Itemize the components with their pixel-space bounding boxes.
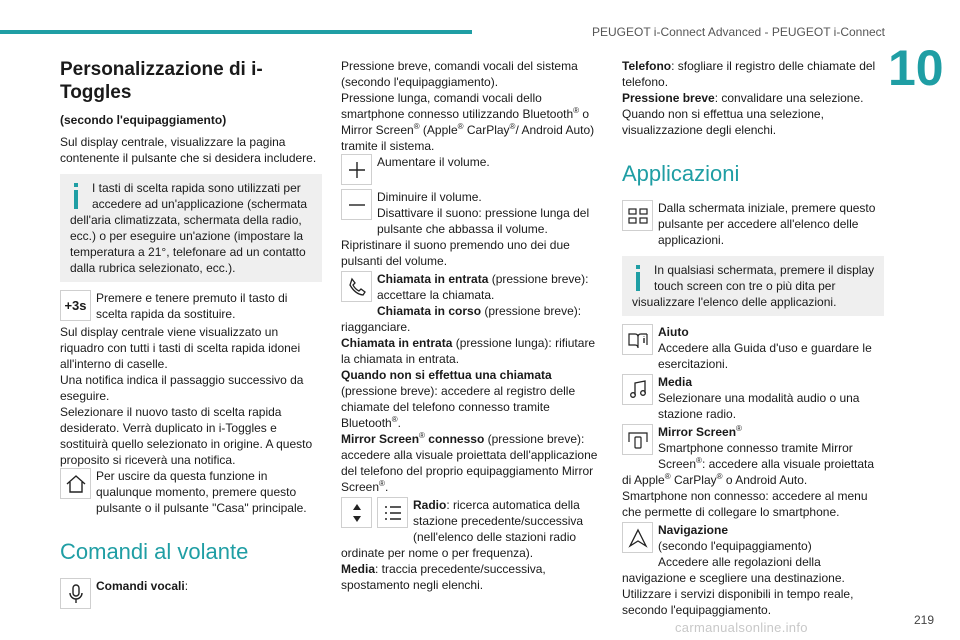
info-note-apps [622,256,884,316]
radio-block: Radio: ricerca automatica della stazione precedente/successiva (nell'elenco delle stazioni radio ordinate per nome o per frequenza). Media: traccia precedente/successiva, spostamento negli elenchi. [341,498,584,592]
info-icon [70,183,82,209]
press-block [60,290,322,322]
apps-block [622,200,884,248]
mirror-screen-icon [622,424,653,455]
paragraph-1: Sul display centrale viene visualizzato un riquadro con tutti i tasti di scelta rapida idonei all'interno di caselle. [60,325,301,371]
info-icon [632,265,644,291]
paragraph-3: Selezionare il nuovo tasto di scelta rapida desiderato. Verrà duplicato in i-Toggles e sostituirà quello selezionato in origine. A questo proposito si riceverà una notifica. [60,405,313,467]
info-note-apps-text: In qualsiasi schermata, premere il display touch screen con tre o più dita per visualizzare l'elenco delle applicazioni. [632,263,875,309]
home-icon [60,468,91,499]
apps-grid-icon [622,200,653,231]
intro-text: Sul display centrale, visualizzare la pagina contenente il pulsante che si desidera includere. [60,135,317,165]
column-2 [341,58,603,595]
up-down-arrows-icon [341,497,372,528]
vol-down-text-1: Diminuire il volume. [377,190,482,204]
nav-block: Navigazione (secondo l'equipaggiamento) Accedere alle regolazioni della navigazione e scegliere una destinazione. Utilizzare i servizi disponibili in tempo reale, secondo l'equipaggiamento. [622,523,854,617]
press-hold-3s-icon: +3s [60,290,91,321]
column-3 [622,58,884,620]
press-line: Pressione breve: convalidare una selezione. [622,91,864,105]
list-icon [377,497,408,528]
vol-down-text-2: Disattivare il suono: pressione lunga del pulsante che abbassa il volume. [377,206,590,236]
section-title-apps: Applicazioni [622,161,740,186]
microphone-icon [60,578,91,609]
voice-block: Comandi vocali: [60,578,322,594]
plus-icon [341,154,372,185]
column-1 [60,58,322,611]
header-title: PEUGEOT i-Connect Advanced - PEUGEOT i-Connect [592,25,886,39]
phone-block: Chiamata in entrata (pressione breve): accettare la chiamata. Chiamata in corso (pressione breve): riagganciare. Chiamata in entrata (pressione lunga): rifiutare la chiamata in entrata. Quando non si effettua una chiamata (pressione breve): accedere al registro delle chiamate del telefono connesso tramite Bluetooth®. Mirror Screen® connesso (pressione breve): accedere alla visuale proiettata dell'applicazione del telefono del proprio equipaggiamento Mirror Screen®. [341,272,598,494]
home-block [60,468,322,516]
home-text: Per uscire da questa funzione in qualunque momento, premere questo pulsante o il pulsante "Casa" principale. [96,469,307,515]
vol-down-text-3: Ripristinare il suono premendo uno dei due pulsanti del volume. [341,238,570,268]
book-help-icon [622,324,653,355]
section-title-itoggles: Personalizzazione di i-Toggles [60,59,263,103]
press-line-2: Quando non si effettua una selezione, visualizzazione degli elenchi. [622,107,824,137]
help-block: Aiuto Accedere alla Guida d'uso e guardare le esercitazioni. [622,324,884,372]
press-text: Premere e tenere premuto il tasto di scelta rapida da sostituire. [96,291,288,321]
navigation-arrow-icon [622,522,653,553]
section-title-steering: Comandi al volante [60,539,249,564]
watermark: carmanualsonline.info [675,620,808,635]
info-note [60,174,322,282]
voice-label: Comandi vocali [96,579,185,593]
media-block: Media Selezionare una modalità audio o una stazione radio. [622,374,884,422]
voice-desc-2: Pressione lunga, comandi vocali dello smartphone connesso utilizzando Bluetooth® o Mirror Screen® (Apple® CarPlay®/ Android Auto) tramite il sistema. [341,91,595,153]
minus-icon [341,189,372,220]
vol-up-text: Aumentare il volume. [377,155,490,169]
info-note-text: I tasti di scelta rapida sono utilizzati per accedere ad un'applicazione (schermata dell'aria climatizzata, schermata della radio, ecc.) o per eseguire un'azione (impostare la temperatura a 21°, telefonare ad un contatto dalla rubrica selezionato, ecc.). [70,181,308,275]
vol-up-block [341,154,603,187]
voice-desc-1: Pressione breve, comandi vocali del sistema (secondo l'equipaggiamento). [341,59,578,89]
mirror-block: Mirror Screen® Smartphone connesso tramite Mirror Screen®: accedere alla visuale proiettata di Apple® CarPlay® o Android Auto. Smartphone non connesso: accedere al menu che permette di collegare lo smartphone. [622,424,875,519]
phone-line: Telefono: sfogliare il registro delle chiamate del telefono. [622,59,876,89]
vol-down-block [341,189,603,269]
paragraph-2: Una notifica indica il passaggio successivo da eseguire. [60,373,304,403]
page-number: 219 [914,613,935,627]
music-note-icon [622,374,653,405]
subtitle: (secondo l'equipaggiamento) [60,113,227,127]
phone-icon [341,271,372,302]
chapter-number: 10 [888,40,944,96]
apps-text: Dalla schermata iniziale, premere questo pulsante per accedere all'elenco delle applicazioni. [658,201,876,247]
header-accent-bar [0,30,472,34]
